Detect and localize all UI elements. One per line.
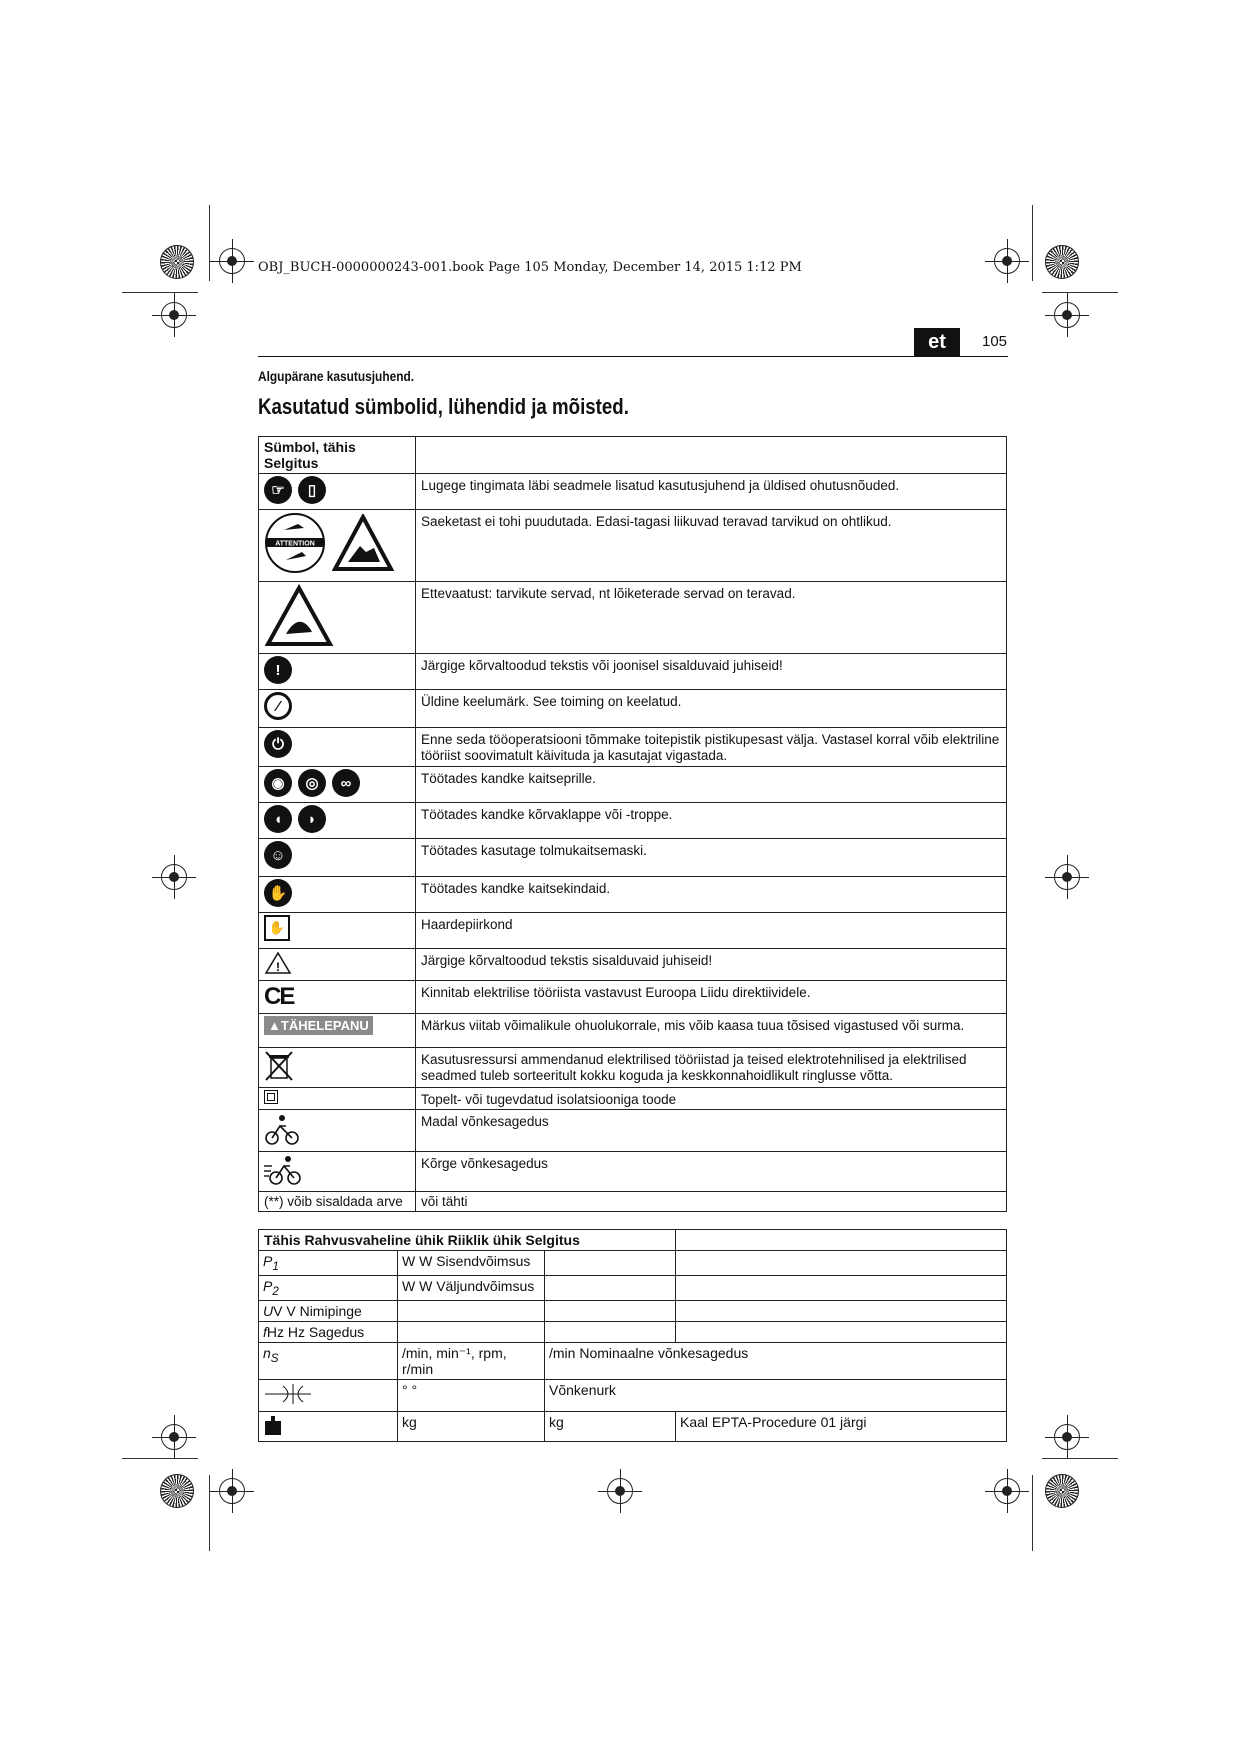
table-row [259, 510, 1007, 582]
unit-international-cell: kg [398, 1411, 545, 1441]
table-row [259, 690, 1007, 728]
crop-mark [1032, 205, 1033, 281]
symbol-cell [259, 877, 416, 913]
description-cell: Lugege tingimata läbi seadmele lisatud kasutusjuhend ja üldised ohutusnõuded. [416, 474, 1007, 510]
symbol-cell [259, 803, 416, 839]
unit-explanation-cell [676, 1275, 1007, 1300]
crop-mark [122, 292, 198, 293]
warning-badge: ▲TÄHELEPANU [264, 1016, 373, 1035]
symbol-cell [259, 582, 416, 654]
table-row [259, 1251, 1007, 1276]
weight-icon [263, 1414, 283, 1436]
description-cell: Madal võnkesagedus [416, 1110, 1007, 1152]
registration-mark-icon [1054, 864, 1080, 890]
unit-international-cell [398, 1300, 545, 1321]
symbol-cell [259, 510, 416, 582]
unit-international-cell: W W Sisendvõimsus [398, 1251, 545, 1276]
description-cell: Üldine keelumärk. See toiming on keelatud. [416, 690, 1007, 728]
table-row [259, 1048, 1007, 1088]
description-cell: Töötades kandke kõrvaklappe või -troppe. [416, 803, 1007, 839]
symbol-cell [259, 1088, 416, 1110]
registration-mark-icon [161, 1424, 187, 1450]
unit-explanation-cell [676, 1321, 1007, 1342]
description-cell: Saeketast ei tohi puudutada. Edasi-tagasi liikuvad teravad tarvikud on ohtlikud. [416, 510, 1007, 582]
book-header-line: OBJ_BUCH-0000000243-001.book Page 105 Monday, December 14, 2015 1:12 PM [258, 260, 802, 275]
color-registration-icon [160, 245, 194, 279]
description-cell: Märkus viitab võimalikule ohuolukorrale, mis võib kaasa tuua tõsised vigastused või surma. [416, 1014, 1007, 1048]
registration-mark-icon [994, 1478, 1020, 1504]
description-cell: Töötades kandke kaitsekindaid. [416, 877, 1007, 913]
crop-mark [209, 205, 210, 281]
table-row [259, 582, 1007, 654]
description-cell: Kõrge võnkesagedus [416, 1152, 1007, 1192]
unit-international-cell: W W Väljundvõimsus [398, 1275, 545, 1300]
unit-national-cell [545, 1300, 676, 1321]
unit-symbol-cell [259, 1411, 398, 1441]
table-row [259, 767, 1007, 803]
table-row [259, 981, 1007, 1014]
unit-national-cell [545, 1321, 676, 1342]
table-row [259, 728, 1007, 767]
unit-symbol-cell [259, 1379, 398, 1411]
crop-mark [122, 1458, 198, 1459]
ce-mark-icon: CE [264, 983, 294, 1010]
unit-national-cell: kg [545, 1411, 676, 1441]
color-registration-icon [160, 1474, 194, 1508]
table-row [259, 1110, 1007, 1152]
unit-symbol-cell: $P_2$ [259, 1275, 398, 1300]
attention-label: ATTENTION [275, 540, 315, 548]
footnote-right: või tähti [416, 1192, 1007, 1212]
table-row [259, 1192, 1007, 1212]
double-insulation-icon [264, 1090, 278, 1104]
grip-area-icon: ✋ [264, 915, 290, 941]
dust-mask-icon: ☺ [264, 841, 292, 869]
description-cell: Kinnitab elektrilise tööriista vastavust Euroopa Liidu direktiividele. [416, 981, 1007, 1014]
safety-glasses-icon: ∞ [332, 769, 360, 797]
gloves-icon: ✋ [264, 879, 292, 907]
table-row [259, 1379, 1007, 1411]
warning-badge-label: TÄHELEPANU [280, 1018, 369, 1033]
ear-muffs-icon: ◗ [298, 805, 326, 833]
symbol-cell [259, 839, 416, 877]
crop-mark [209, 1475, 210, 1551]
symbol-cell [259, 981, 416, 1014]
description-cell: Ettevaatust: tarvikute servad, nt lõiketerade servad on teravad. [416, 582, 1007, 654]
registration-mark-icon [219, 1478, 245, 1504]
unplug-icon: ⏻ [264, 730, 292, 758]
symbol-table [258, 436, 1007, 1212]
symbol-cell [259, 728, 416, 767]
unit-table [258, 1229, 1007, 1442]
symbol-cell [259, 690, 416, 728]
registration-mark-icon [161, 302, 187, 328]
unit-table-header-blank [676, 1230, 1007, 1251]
description-cell: Enne seda tööoperatsiooni tõmmake toitepistik pistikupesast välja. Vastasel korral võib elektriline tööriist soovimatult käivituda ja kasutajat vigastada. [416, 728, 1007, 767]
table-row [259, 839, 1007, 877]
color-registration-icon [1045, 245, 1079, 279]
table-row [259, 1088, 1007, 1110]
symbol-cell [259, 654, 416, 690]
unit-international-cell: /min, min⁻¹, rpm, r/min [398, 1342, 545, 1379]
unit-explanation-cell: Kaal EPTA-Procedure 01 järgi [676, 1411, 1007, 1441]
face-shield-icon: ◎ [298, 769, 326, 797]
description-cell: Töötades kasutage tolmukaitsemaski. [416, 839, 1007, 877]
color-registration-icon [1045, 1474, 1079, 1508]
table-row [259, 1275, 1007, 1300]
read-manual-icon: ☞ [264, 476, 292, 504]
description-cell: Järgige kõrvaltoodud tekstis sisalduvaid juhiseid! [416, 949, 1007, 981]
crop-mark [1042, 292, 1118, 293]
symbol-cell [259, 1014, 416, 1048]
unit-international-cell [398, 1321, 545, 1342]
document-subtitle: Algupärane kasutusjuhend. [258, 368, 415, 384]
registration-mark-icon [1054, 1424, 1080, 1450]
crop-mark [1042, 1458, 1118, 1459]
ear-protection-icon: ◖ [264, 805, 292, 833]
table-row [259, 913, 1007, 949]
crossed-bin-icon [264, 1050, 294, 1082]
unit-symbol-cell: $n_S$ [259, 1342, 398, 1379]
unit-symbol-cell: $P_1$ [259, 1251, 398, 1276]
symbol-table-header-blank [416, 437, 1007, 474]
safety-goggles-icon: ◉ [264, 769, 292, 797]
symbol-cell [259, 767, 416, 803]
table-row [259, 877, 1007, 913]
symbol-cell [259, 913, 416, 949]
unit-table-header: Tähis Rahvusvaheline ühik Riiklik ühik Selgitus [259, 1230, 676, 1251]
header-rule [258, 356, 1008, 357]
description-cell: Järgige kõrvaltoodud tekstis või joonisel sisalduvaid juhiseid! [416, 654, 1007, 690]
warning-triangle-icon [332, 514, 394, 572]
symbol-cell [259, 474, 416, 510]
table-row [259, 1152, 1007, 1192]
page-number: 105 [982, 333, 1008, 350]
table-row [259, 803, 1007, 839]
oscillation-angle-icon [263, 1382, 313, 1406]
symbol-cell [259, 1110, 416, 1152]
description-cell: Kasutusressursi ammendanud elektrilised tööriistad ja teised elektrotehnilised ja elektrilised seadmed tuleb sorteeritult kokku koguda ja keskkonnahoidlikult ringlusse võtta. [416, 1048, 1007, 1088]
warning-triangle-outline-icon [264, 951, 292, 975]
unit-symbol-cell: fHz Hz Sagedus [259, 1321, 398, 1342]
symbol-cell [259, 1048, 416, 1088]
registration-mark-icon [219, 248, 245, 274]
unit-national-cell [545, 1251, 676, 1276]
page-title: Kasutatud sümbolid, lühendid ja mõisted. [258, 394, 629, 419]
table-row [259, 1014, 1007, 1048]
description-cell: Topelt- või tugevdatud isolatsiooniga toode [416, 1088, 1007, 1110]
unit-national-cell: Võnkenurk [545, 1379, 1007, 1411]
registration-mark-icon [994, 248, 1020, 274]
cyclist-fast-icon [264, 1154, 304, 1186]
unit-international-cell: ° ° [398, 1379, 545, 1411]
cyclist-slow-icon [264, 1112, 300, 1146]
description-cell: Töötades kandke kaitseprille. [416, 767, 1007, 803]
unit-national-cell: /min Nominaalne võnkesagedus [545, 1342, 1007, 1379]
table-row [259, 1411, 1007, 1441]
svg-text:!: ! [276, 960, 280, 974]
table-row [259, 1321, 1007, 1342]
table-row [259, 1342, 1007, 1379]
table-row [259, 474, 1007, 510]
language-badge: et [914, 328, 960, 356]
registration-mark-icon [607, 1478, 633, 1504]
description-cell: Haardepiirkond [416, 913, 1007, 949]
prohibition-icon: ⁄ [264, 692, 292, 720]
table-row [259, 1300, 1007, 1321]
sharp-edges-warning-icon [264, 584, 334, 648]
symbol-cell [259, 1152, 416, 1192]
mandatory-instruction-icon: ! [264, 656, 292, 684]
unit-symbol-cell: UV V Nimipinge [259, 1300, 398, 1321]
unit-explanation-cell [676, 1300, 1007, 1321]
table-row [259, 654, 1007, 690]
crop-mark [1032, 1475, 1033, 1551]
registration-mark-icon [1054, 302, 1080, 328]
table-row [259, 949, 1007, 981]
unit-explanation-cell [676, 1251, 1007, 1276]
do-not-touch-blade-icon [264, 512, 326, 574]
symbol-cell [259, 949, 416, 981]
registration-mark-icon [161, 864, 187, 890]
footnote-left: (**) võib sisaldada arve [259, 1192, 416, 1212]
symbol-table-header: Sümbol, tähis Selgitus [259, 437, 416, 474]
manual-book-icon: ▯ [298, 476, 326, 504]
unit-national-cell [545, 1275, 676, 1300]
